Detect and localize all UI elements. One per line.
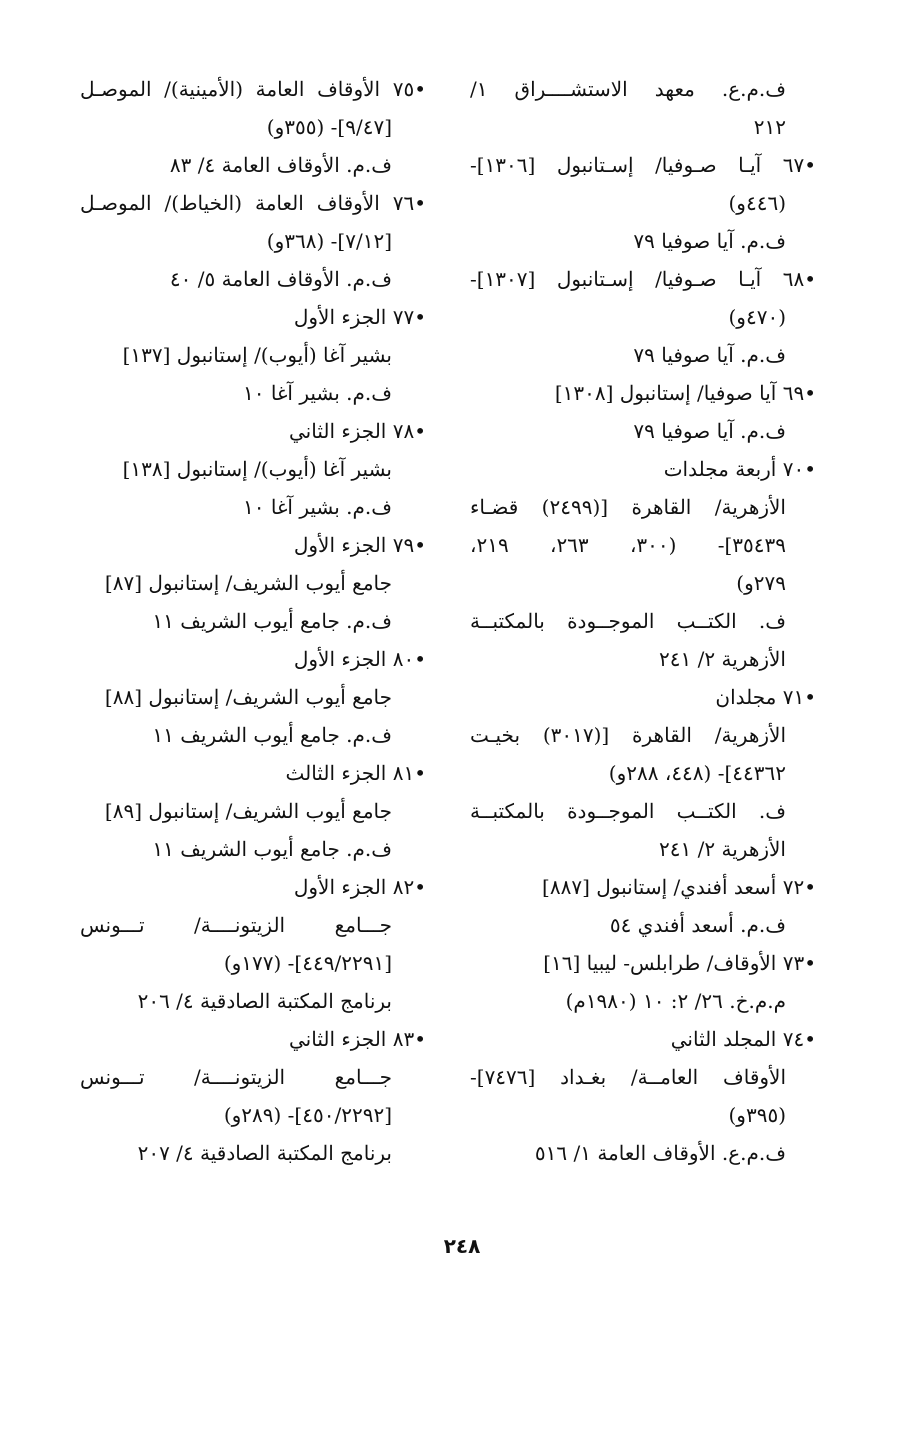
entry-line: جامع أيوب الشريف/ إستانبول [٨٨] — [104, 685, 392, 709]
entry-line: الأزهرية/ القاهرة [(٢٤٩٩) قضـاء — [470, 495, 786, 519]
entry-heading: •٨٢ الجزء الأول — [293, 875, 426, 899]
entry-line: برنامج المكتبة الصادقية ٤/ ٢٠٦ — [137, 989, 392, 1013]
entry-heading: •٧٣ الأوقاف/ طرابلس- ليبيا [١٦] — [543, 951, 816, 975]
entry-heading: •٦٨ آيـا صـوفيا/ إسـتانبول [١٣٠٧]- — [470, 267, 816, 291]
entry-line: (٤٤٦و) — [728, 191, 786, 215]
entry-heading: •٧٤ المجلد الثاني — [670, 1027, 816, 1051]
entry-line: ف.م. الأوقاف العامة ٥/ ٤٠ — [169, 267, 392, 291]
entry-heading: •٧١ مجلدان — [715, 685, 816, 709]
entry-heading: •٧٨ الجزء الثاني — [288, 419, 426, 443]
entry-line: بشير آغا (أيوب)/ إستانبول [١٣٧] — [122, 343, 392, 367]
entry-line: الأزهرية/ القاهرة [(٣٠١٧) بخيـت — [470, 723, 786, 747]
entry-line: برنامج المكتبة الصادقية ٤/ ٢٠٧ — [137, 1141, 392, 1165]
entry-line: ف.م.ع. الأوقاف العامة ١/ ٥١٦ — [534, 1141, 786, 1165]
entry-heading: •٨١ الجزء الثالث — [285, 761, 426, 785]
entry-heading: •٧٧ الجزء الأول — [293, 305, 426, 329]
entry-line: جـــامع الزيتونــــة/ تـــونس — [80, 1065, 392, 1089]
entry-heading: •٨٠ الجزء الأول — [293, 647, 426, 671]
entry-line: جامع أيوب الشريف/ إستانبول [٨٩] — [104, 799, 392, 823]
entry-heading: •٦٩ آيا صوفيا/ إستانبول [١٣٠٨] — [554, 381, 816, 405]
entry-line: ٣٥٤٣٩]- (٣٠٠، ٢٦٣، ٢١٩، — [470, 533, 786, 557]
entry-heading: •٨٣ الجزء الثاني — [288, 1027, 426, 1051]
entry-heading: •٧٢ أسعد أفندي/ إستانبول [٨٨٧] — [542, 875, 816, 899]
entry-line: ف.م. جامع أيوب الشريف ١١ — [152, 609, 392, 633]
entry-line: جـــامع الزيتونــــة/ تـــونس — [80, 913, 392, 937]
entry-heading: •٧٦ الأوقاف العامة (الخياط)/ الموصـل — [80, 191, 426, 215]
entry-line: ف.م. آيا صوفيا ٧٩ — [633, 419, 786, 443]
entry-line: جامع أيوب الشريف/ إستانبول [٨٧] — [104, 571, 392, 595]
entry-line: ف.م. الأوقاف العامة ٤/ ٨٣ — [169, 153, 392, 177]
entry-line: ف.م. أسعد أفندي ٥٤ — [609, 913, 786, 937]
entry-line: ف. الكتــب الموجــودة بالمكتبــة — [470, 799, 786, 823]
entry-line: ف.م.ع. معهد الاستشــــراق ١/ — [470, 77, 786, 101]
entry-line: [٩/٤٧]- (٣٥٥و) — [266, 115, 392, 139]
entry-line: ف.م. آيا صوفيا ٧٩ — [633, 343, 786, 367]
entry-line: الأزهرية ٢/ ٢٤١ — [659, 647, 786, 671]
entry-line: الأزهرية ٢/ ٢٤١ — [659, 837, 786, 861]
entry-line: الأوقاف العامــة/ بغـداد [٧٤٧٦]- — [470, 1065, 786, 1089]
entry-heading: •٧٩ الجزء الأول — [293, 533, 426, 557]
entry-line: ف.م. آيا صوفيا ٧٩ — [633, 229, 786, 253]
page-number: ٢٤٨ — [443, 1234, 481, 1258]
entry-line: ف.م. بشير آغا ١٠ — [243, 495, 392, 519]
entry-line: ف.م. بشير آغا ١٠ — [243, 381, 392, 405]
entry-line: ف.م. جامع أيوب الشريف ١١ — [152, 723, 392, 747]
entry-heading: •٧٥ الأوقاف العامة (الأمينية)/ الموصـل — [80, 77, 426, 101]
entry-heading: •٧٠ أربعة مجلدات — [663, 457, 816, 481]
entry-line: (٣٩٥و) — [728, 1103, 786, 1127]
entry-line: ٢٧٩و) — [736, 571, 786, 595]
entry-line: ٤٤٣٦٢]- (٤٤٨، ٢٨٨و) — [608, 761, 786, 785]
entry-line: ٢١٢ — [753, 115, 786, 139]
entry-line: ف.م. جامع أيوب الشريف ١١ — [152, 837, 392, 861]
entry-line: [٤٤٩/٢٢٩١]- (١٧٧و) — [223, 951, 392, 975]
entry-line: [٤٥٠/٢٢٩٢]- (٢٨٩و) — [223, 1103, 392, 1127]
entry-line: ف. الكتــب الموجــودة بالمكتبــة — [470, 609, 786, 633]
entry-line: م.م.خ. ٢٦/ ٢: ١٠ (١٩٨٠م) — [565, 989, 786, 1013]
entry-heading: •٦٧ آيـا صـوفيا/ إسـتانبول [١٣٠٦]- — [470, 153, 816, 177]
entry-line: (٤٧٠و) — [728, 305, 786, 329]
entry-line: [٧/١٢]- (٣٦٨و) — [266, 229, 392, 253]
entry-line: بشير آغا (أيوب)/ إستانبول [١٣٨] — [122, 457, 392, 481]
